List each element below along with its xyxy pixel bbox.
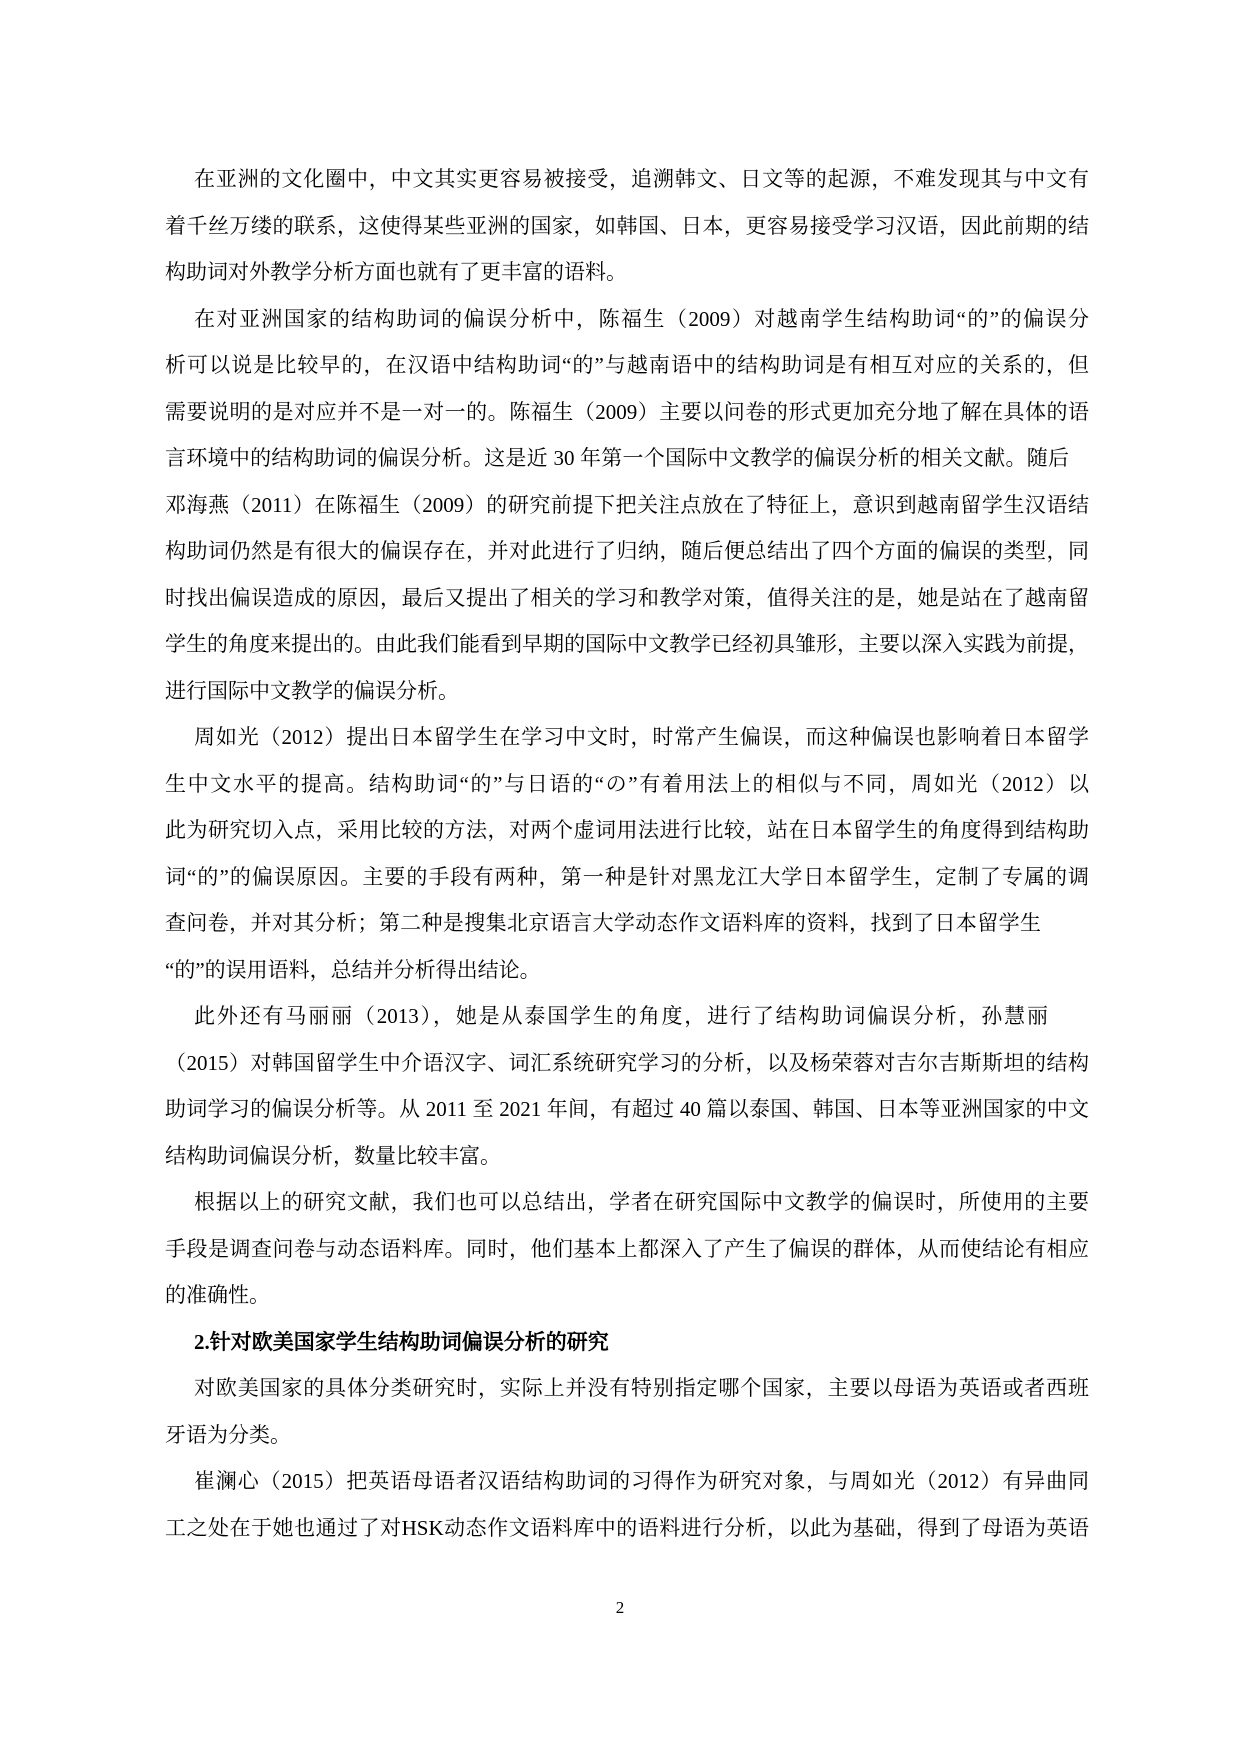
page-body xyxy=(165,156,1089,1551)
paragraph-line: 助词学习的偏误分析等。从 2011 至 2021 年间，有超过 40 篇以泰国、韩国、日本等亚洲国家的中文 xyxy=(165,1097,1089,1121)
paragraph-line: 的准确性。 xyxy=(165,1283,270,1307)
paragraph-line: 查问卷，并对其分析；第二种是搜集北京语言大学动态作文语料库的资料，找到了日本留学生 xyxy=(165,911,1041,935)
paragraph-line: 此为研究切入点，采用比较的方法，对两个虚词用法进行比较，站在日本留学生的角度得到结构助 xyxy=(165,818,1089,842)
paragraph-line: 学生的角度来提出的。由此我们能看到早期的国际中文教学已经初具雏形，主要以深入实践为前提， xyxy=(165,632,1089,656)
paragraph-line: 对欧美国家的具体分类研究时，实际上并没有特别指定哪个国家，主要以母语为英语或者西班 xyxy=(194,1376,1089,1400)
paragraph-line: 构助词仍然是有很大的偏误存在，并对此进行了归纳，随后便总结出了四个方面的偏误的类型，同 xyxy=(165,539,1089,563)
paragraph xyxy=(165,714,1089,993)
paragraph-line: 词“的”的偏误原因。主要的手段有两种，第一种是针对黑龙江大学日本留学生，定制了专属的调 xyxy=(165,864,1089,889)
paragraph-line: 结构助词偏误分析，数量比较丰富。 xyxy=(165,1143,501,1168)
paragraph xyxy=(165,1365,1089,1458)
paragraph-line: 根据以上的研究文献，我们也可以总结出，学者在研究国际中文教学的偏误时，所使用的主要 xyxy=(194,1190,1089,1214)
paragraph-line: 在亚洲的文化圈中，中文其实更容易被接受，追溯韩文、日文等的起源，不难发现其与中文有 xyxy=(194,167,1089,191)
paragraph-line: 时找出偏误造成的原因，最后又提出了相关的学习和教学对策，值得关注的是，她是站在了越南留 xyxy=(165,585,1089,610)
paragraph-line: 邓海燕（2011）在陈福生（2009）的研究前提下把关注点放在了特征上，意识到越南留学生汉语结 xyxy=(165,492,1089,517)
paragraph xyxy=(165,993,1089,1179)
paragraph-line: 周如光（2012）提出日本留学生在学习中文时，时常产生偏误，而这种偏误也影响着日本留学 xyxy=(194,725,1089,749)
paragraph xyxy=(165,1458,1089,1551)
paragraph-line: 工之处在于她也通过了对HSK动态作文语料库中的语料进行分析，以此为基础，得到了母语为英语 xyxy=(165,1515,1089,1540)
paragraph-line: “的”的误用语料，总结并分析得出结论。 xyxy=(165,957,541,982)
paragraph-line: 着千丝万缕的联系，这使得某些亚洲的国家，如韩国、日本，更容易接受学习汉语，因此前期的结 xyxy=(165,213,1089,238)
paragraph-line: 崔澜心（2015）把英语母语者汉语结构助词的习得作为研究对象，与周如光（2012）有异曲同 xyxy=(194,1469,1089,1493)
paragraph-line: 此外还有马丽丽（2013），她是从泰国学生的角度，进行了结构助词偏误分析，孙慧丽 xyxy=(194,1004,1048,1028)
paragraph-line: 生中文水平的提高。结构助词“的”与日语的“の”有着用法上的相似与不同，周如光（2012）以 xyxy=(165,771,1089,796)
paragraph-line: 进行国际中文教学的偏误分析。 xyxy=(165,678,459,703)
paragraph-line: 言环境中的结构助词的偏误分析。这是近 30 年第一个国际中文教学的偏误分析的相关文献。随后 xyxy=(165,446,1069,470)
section-heading: 2.针对欧美国家学生结构助词偏误分析的研究 xyxy=(194,1329,609,1354)
paragraph-line: 析可以说是比较早的，在汉语中结构助词“的”与越南语中的结构助词是有相互对应的关系的，但 xyxy=(165,353,1089,377)
paragraph xyxy=(165,296,1089,715)
paragraph-line: 构助词对外教学分析方面也就有了更丰富的语料。 xyxy=(165,260,627,284)
page-number: 2 xyxy=(615,1598,625,1617)
paragraph xyxy=(165,156,1089,296)
paragraph-line: （2015）对韩国留学生中介语汉字、词汇系统研究学习的分析，以及杨荣蓉对吉尔吉斯斯坦的结构 xyxy=(165,1050,1089,1075)
paragraph xyxy=(165,1179,1089,1319)
paragraph-line: 在对亚洲国家的结构助词的偏误分析中，陈福生（2009）对越南学生结构助词“的”的偏误分 xyxy=(194,306,1089,331)
paragraph-line: 手段是调查问卷与动态语料库。同时，他们基本上都深入了产生了偏误的群体，从而使结论有相应 xyxy=(165,1236,1089,1261)
paragraph-line: 需要说明的是对应并不是一对一的。陈福生（2009）主要以问卷的形式更加充分地了解在具体的语 xyxy=(165,399,1089,424)
paragraph-line: 牙语为分类。 xyxy=(165,1422,291,1447)
